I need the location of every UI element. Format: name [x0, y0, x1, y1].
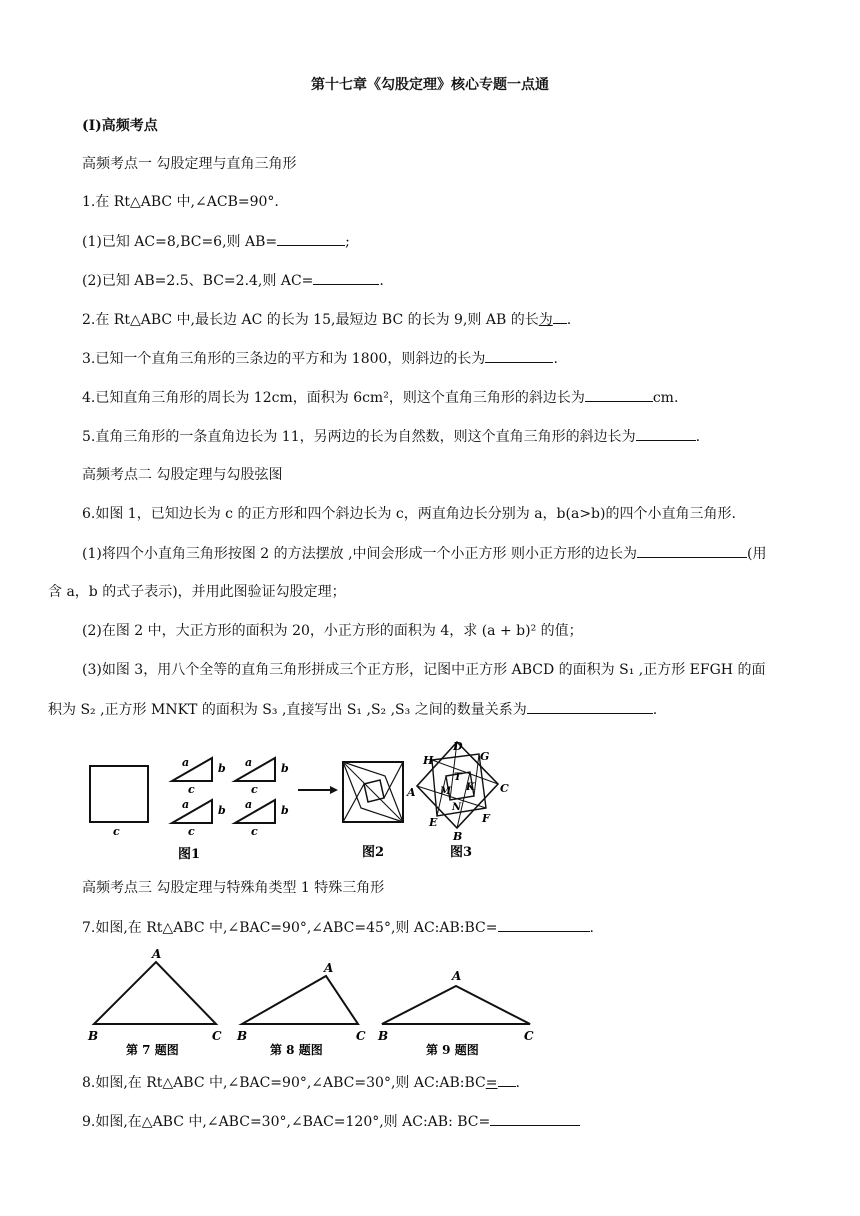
- vertex-C: C: [356, 1029, 366, 1043]
- question-7: [82, 917, 594, 938]
- answer-blank-tail: [498, 1072, 516, 1087]
- topic-3-heading: 高频考点三 勾股定理与特殊角类型 1 特殊三角形: [82, 880, 385, 896]
- vertex-A: A: [152, 948, 162, 961]
- label-T: T: [454, 772, 462, 783]
- question-2-text: 2.在 Rt△ABC 中,最长边 AC 的长为 15,最短边 BC 的长为 9,则 AB 的长: [82, 312, 539, 328]
- label-C: C: [500, 782, 509, 795]
- answer-blank: [636, 426, 696, 441]
- answer-blank: [585, 387, 653, 402]
- section-heading: (Ⅰ)高频考点: [82, 118, 158, 134]
- label-a: a: [182, 798, 190, 811]
- figure-1-caption: 图1: [178, 847, 201, 862]
- label-M: M: [440, 786, 452, 797]
- figure-2-diagram: [343, 762, 403, 822]
- question-6c-continued: [48, 699, 657, 720]
- topic-2-heading: 高频考点二 勾股定理与勾股弦图: [82, 467, 283, 483]
- figures-7-8-9: [80, 948, 540, 1060]
- label-a: a: [182, 756, 190, 769]
- question-8-end: .: [515, 1075, 520, 1091]
- question-6: 6.如图 1，已知边长为 c 的正方形和四个斜边长为 c，两直角边长分别为 a，b(a>b)的四个小直角三角形.: [82, 506, 736, 522]
- small-triangle-1: [172, 756, 226, 796]
- arrow-icon: [298, 786, 338, 794]
- label-b: b: [281, 804, 289, 817]
- vertex-B: B: [88, 1029, 99, 1043]
- label-c: c: [251, 825, 258, 838]
- label-H: H: [423, 754, 434, 767]
- question-6a-continued: 含 a，b 的式子表示)，并用此图验证勾股定理；: [48, 584, 346, 600]
- figure-9-caption: 第 9 题图: [426, 1043, 479, 1057]
- question-5-text: 5.直角三角形的一条直角边长为 11，另两边的长为自然数，则这个直角三角形的斜边长为: [82, 429, 636, 445]
- small-triangle-4: [235, 798, 289, 838]
- question-3-text: 3.已知一个直角三角形的三条边的平方和为 1800，则斜边的长为: [82, 351, 486, 367]
- label-b: b: [218, 762, 226, 775]
- vertex-B: B: [378, 1029, 389, 1043]
- vertex-A: A: [452, 969, 462, 983]
- figure-8-caption: 第 8 题图: [270, 1043, 323, 1057]
- question-8-text: 8.如图,在 Rt△ABC 中,∠BAC=90°,∠ABC=30°,则 AC:AB:BC: [82, 1075, 486, 1091]
- small-triangle-2: [235, 756, 289, 796]
- label-b: b: [218, 804, 226, 817]
- question-4: [82, 387, 678, 408]
- question-7-text: 7.如图,在 Rt△ABC 中,∠BAC=90°,∠ABC=45°,则 AC:AB:BC=: [82, 920, 498, 936]
- question-4-end: cm.: [652, 390, 679, 406]
- vertex-C: C: [212, 1029, 222, 1043]
- figure-3-caption: 图3: [450, 845, 473, 860]
- question-2: [82, 309, 571, 330]
- answer-blank-tail: [553, 309, 567, 324]
- answer-blank: [313, 270, 379, 285]
- figure-7-caption: 第 7 题图: [126, 1043, 179, 1057]
- question-1a-end: ;: [345, 234, 350, 250]
- label-A: A: [407, 786, 416, 799]
- question-9-text: 9.如图,在△ABC 中,∠ABC=30°,∠BAC=120°,则 AC:AB: BC=: [82, 1114, 491, 1130]
- triangle-figure-8: [236, 961, 366, 1057]
- label-B: B: [453, 830, 463, 843]
- answer-blank: 为: [538, 312, 553, 328]
- triangle-figure-7: [87, 948, 222, 1057]
- answer-blank: [490, 1111, 580, 1126]
- question-7-end: .: [589, 920, 594, 936]
- question-6a-text: (1)将四个小直角三角形按图 2 的方法摆放 ,中间会形成一个小正方形 则小正方形的边长为: [82, 546, 637, 562]
- label-b: b: [281, 762, 289, 775]
- page-title: 第十七章《勾股定理》核心专题一点通: [311, 77, 549, 93]
- question-6c: (3)如图 3，用八个全等的直角三角形拼成三个正方形，记图中正方形 ABCD 的面积为 S₁ ,正方形 EFGH 的面: [82, 662, 766, 678]
- label-c: c: [188, 825, 195, 838]
- question-6a: [82, 543, 766, 564]
- question-6b: (2)在图 2 中，大正方形的面积为 20，小正方形的面积为 4，求 (a + b)² 的值；: [82, 623, 583, 639]
- answer-blank: [277, 231, 345, 246]
- answer-blank: [527, 699, 653, 714]
- question-1a-text: (1)已知 AC=8,BC=6,则 AB=: [82, 234, 278, 250]
- question-5: [82, 426, 700, 447]
- square-c-shape: [90, 766, 148, 822]
- label-E: E: [429, 816, 438, 829]
- question-1: 1.在 Rt△ABC 中,∠ACB=90°.: [82, 194, 279, 210]
- vertex-A: A: [324, 961, 334, 975]
- question-9: [82, 1111, 580, 1132]
- question-4-text: 4.已知直角三角形的周长为 12cm，面积为 6cm²，则这个直角三角形的斜边长为: [82, 390, 585, 406]
- label-N: N: [452, 802, 462, 813]
- question-6c-text: 积为 S₂ ,正方形 MNKT 的面积为 S₃ ,直接写出 S₁ ,S₂ ,S₃ 之间的数量关系为: [48, 702, 527, 718]
- small-triangle-3: [172, 798, 226, 838]
- label-D: D: [453, 740, 463, 753]
- label-c: c: [188, 783, 195, 796]
- question-3: [82, 348, 558, 369]
- question-8: [82, 1072, 520, 1093]
- triangle-figure-9: [377, 969, 534, 1057]
- label-K: K: [466, 782, 475, 793]
- vertex-B: B: [237, 1029, 248, 1043]
- label-G: G: [480, 750, 490, 763]
- question-1b-end: .: [379, 273, 384, 289]
- label-F: F: [482, 812, 490, 825]
- question-1a: [82, 231, 350, 252]
- question-1b: [82, 270, 384, 291]
- answer-blank: [485, 348, 553, 363]
- label-a: a: [245, 756, 253, 769]
- question-2-end: .: [566, 312, 572, 328]
- label-c: c: [113, 825, 120, 838]
- question-6c-end: .: [652, 702, 658, 718]
- figures-1-2-3: [80, 736, 520, 864]
- answer-blank: =: [485, 1075, 498, 1091]
- vertex-C: C: [524, 1029, 534, 1043]
- question-6a-end: (用: [747, 546, 767, 562]
- answer-blank: [637, 543, 747, 558]
- question-3-end: .: [553, 351, 558, 367]
- figure-2-caption: 图2: [362, 845, 385, 860]
- topic-1-heading: 高频考点一 勾股定理与直角三角形: [82, 156, 297, 172]
- answer-blank: [498, 917, 590, 932]
- question-1b-text: (2)已知 AB=2.5、BC=2.4,则 AC=: [82, 273, 314, 289]
- question-5-end: .: [695, 429, 701, 445]
- label-a: a: [245, 798, 253, 811]
- label-c: c: [251, 783, 258, 796]
